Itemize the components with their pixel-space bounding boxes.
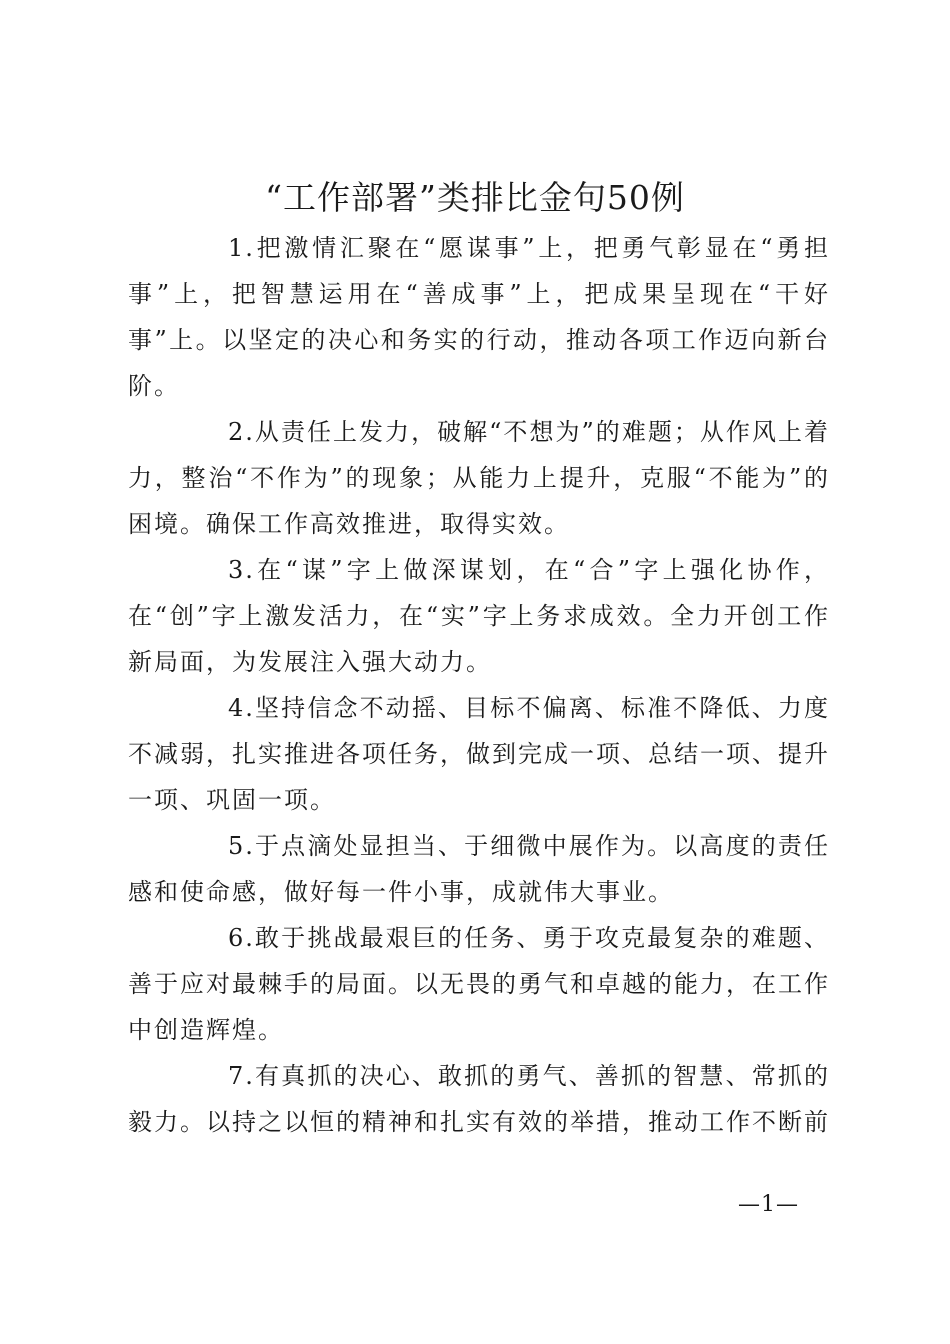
paragraph-6: 6.敢于挑战最艰巨的任务、勇于攻克最复杂的难题、善于应对最棘手的局面。以无畏的勇气和卓越的能力，在工作中创造辉煌。 (128, 924, 830, 1044)
paragraph-7: 7.有真抓的决心、敢抓的勇气、善抓的智慧、常抓的毅力。以持之以恒的精神和扎实有效的举措，推动工作不断前 (128, 1062, 830, 1136)
paragraph-5: 5.于点滴处显担当、于细微中展作为。以高度的责任感和使命感，做好每一件小事，成就伟大事业。 (128, 832, 830, 906)
page-number: —1— (738, 1192, 799, 1217)
paragraph-4: 4.坚持信念不动摇、目标不偏离、标准不降低、力度不减弱，扎实推进各项任务，做到完成一项、总结一项、提升一项、巩固一项。 (128, 694, 830, 814)
document-title: “工作部署”类排比金句50例 (265, 178, 685, 217)
document-body (128, 225, 830, 1145)
paragraph-3: 3.在“谋”字上做深谋划，在“合”字上强化协作，在“创”字上激发活力，在“实”字上务求成效。全力开创工作新局面，为发展注入强大动力。 (128, 556, 830, 676)
paragraph-1: 1.把激情汇聚在“愿谋事”上，把勇气彰显在“勇担事”上，把智慧运用在“善成事”上，把成果呈现在“干好事”上。以坚定的决心和务实的行动，推动各项工作迈向新台阶。 (128, 234, 830, 400)
paragraph-2: 2.从责任上发力，破解“不想为”的难题；从作风上着力，整治“不作为”的现象；从能力上提升，克服“不能为”的困境。确保工作高效推进，取得实效。 (128, 418, 830, 538)
